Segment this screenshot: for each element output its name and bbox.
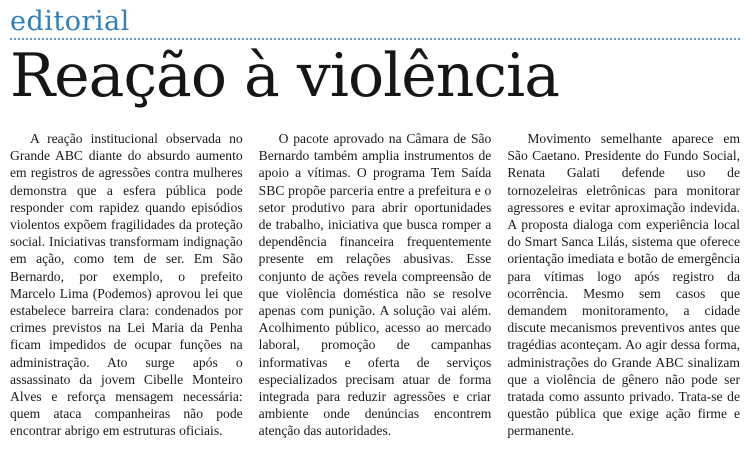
article-body <box>10 130 740 462</box>
section-label: editorial <box>10 6 130 37</box>
page-title: Reação à violência <box>10 41 559 111</box>
paragraph: A reação institucional observada no Grande ABC diante do absurdo aumento em registros de agressões contra mulheres demonstra que a esfera pública pode responder com rapidez quando episódios violentos expõem fragilidades da proteção social. Iniciativas transformam indignação em ação, como tem de ser. Em São Bernardo, por exemplo, o prefeito Marcelo Lima (Podemos) aprovou lei que estabelece barreira clara: condenados por crimes previstos na Lei Maria da Penha ficam impedidos de ocupar funções na administração. Ato surge após o assassinato da jovem Cibelle Monteiro Alves e reforça mensagem necessária: quem ataca companheiras não pode encontrar abrigo em estruturas oficiais. <box>10 131 243 439</box>
article-column-3 <box>507 130 740 462</box>
article-column-2 <box>259 130 492 462</box>
section-divider <box>10 38 740 40</box>
paragraph: Movimento semelhante aparece em São Caetano. Presidente do Fundo Social, Renata Galati defende uso de tornozeleiras eletrônicas para monitorar agressores e evitar aproximação indevida. A proposta dialoga com experiência local do Smart Sanca Lilás, sistema que oferece orientação imediata e botão de emergência para vítimas logo após registro da ocorrência. Mesmo sem casos que demandem monitoramento, a cidade discute mecanismos preventivos antes que tragédias aconteçam. Ao agir dessa forma, administrações do Grande ABC sinalizam que a violência de gênero não pode ser tratada como assunto privado. Trata-se de questão pública que exige ação firme e permanente. <box>507 131 741 439</box>
article-column-1 <box>10 130 243 462</box>
paragraph: O pacote aprovado na Câmara de São Bernardo também amplia instrumentos de apoio a vítimas. O programa Tem Saída SBC propõe parceria entre a prefeitura e o setor produtivo para abrir oportunidades de trabalho, iniciativa que busca romper a dependência financeira frequentemente presente em relações abusivas. Esse conjunto de ações revela compreensão de que violência doméstica não se resolve apenas com punição. A solução vai além. Acolhimento público, acesso ao mercado laboral, promoção de campanhas informativas e oferta de serviços especializados precisam atuar de forma integrada para reduzir agressões e criar ambiente onde denúncias encontrem atenção das autoridades. <box>258 131 492 439</box>
